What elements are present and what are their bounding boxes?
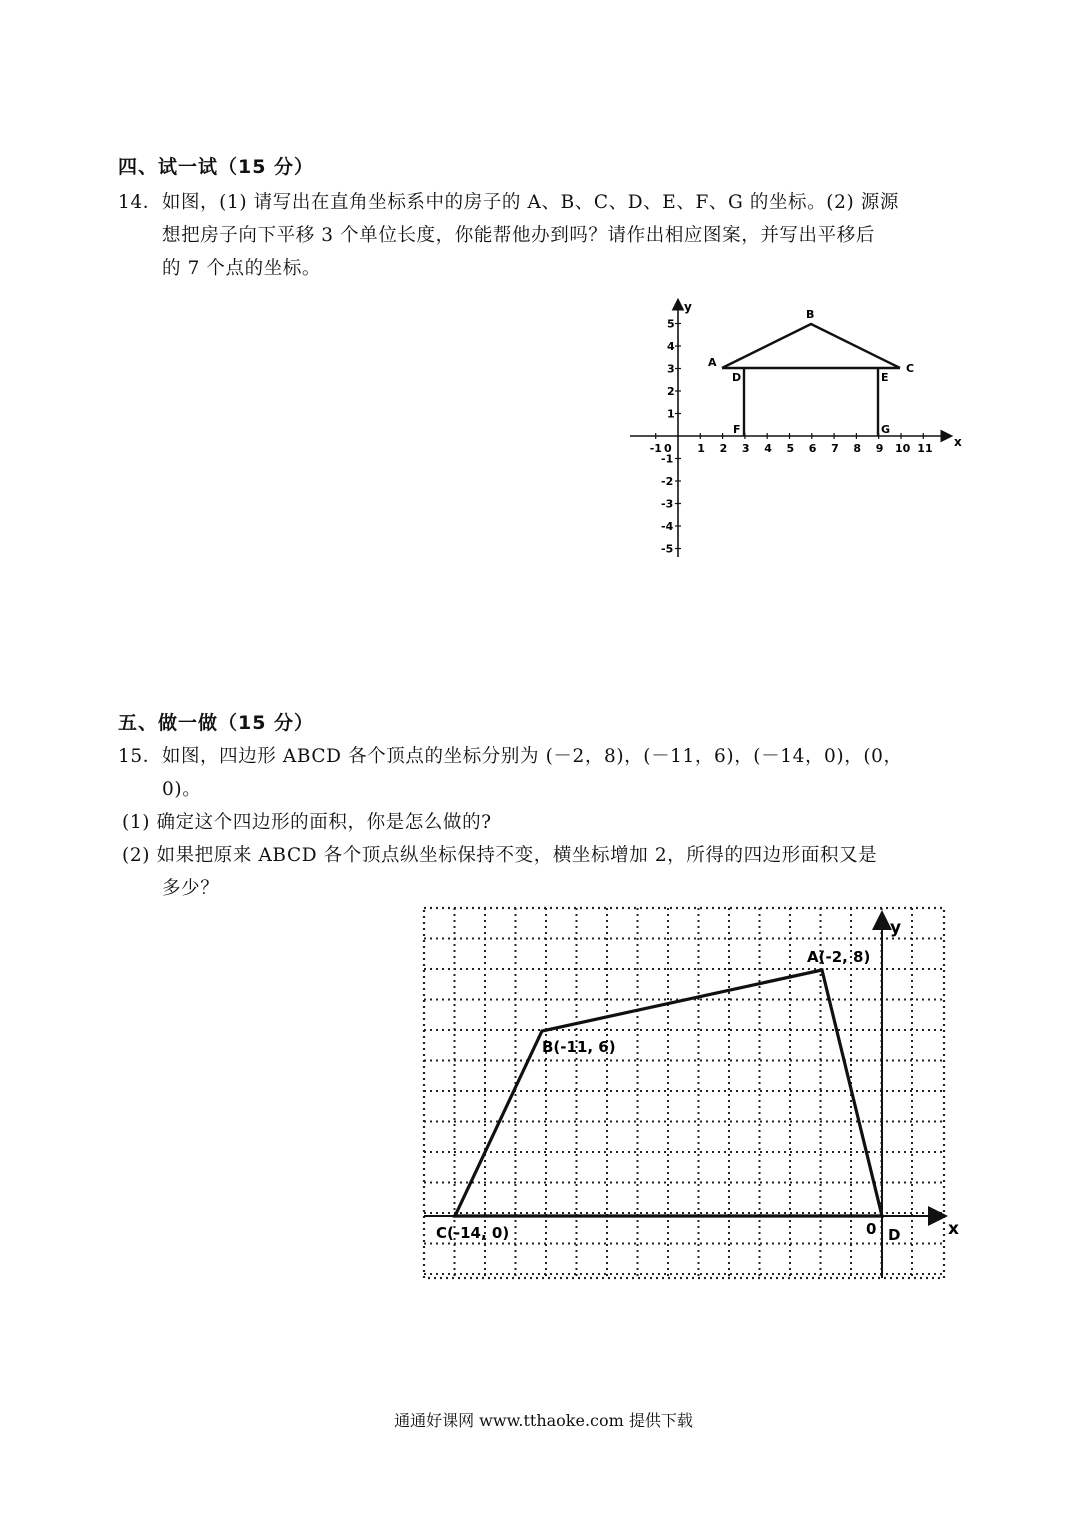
q15-sub2-line2: 多少？ xyxy=(162,878,220,899)
x-axis-label: x xyxy=(948,1219,959,1239)
x-tick-label: 3 xyxy=(741,442,750,455)
q15-line1: 15．如图，四边形 ABCD 各个顶点的坐标分别为 (－2，8)，(－11，6)，(－14，0)，(0， xyxy=(118,746,903,767)
x-tick-label: 6 xyxy=(808,442,817,455)
x-tick-label: 7 xyxy=(831,442,839,455)
y-tick-label: 4 xyxy=(667,340,675,353)
footer-text: 通通好课网 www.tthaoke.com 提供下载 xyxy=(394,1411,693,1430)
x-tick-label: -1 xyxy=(649,442,662,455)
point-label-G: G xyxy=(881,423,891,436)
x-tick-label: 9 xyxy=(875,442,884,455)
x-tick-label: 1 xyxy=(697,442,705,455)
y-axis-label: y xyxy=(684,300,692,314)
point-label-E: E xyxy=(881,371,889,384)
y-tick-label: 1 xyxy=(667,407,675,421)
quadrilateral-grid-figure xyxy=(418,900,973,1285)
y-axis-label: y xyxy=(890,918,902,938)
y-tick-label: 2 xyxy=(667,385,675,398)
point-label-F: F xyxy=(733,423,741,436)
point-label-C: C xyxy=(906,362,915,375)
y-tick-label: 3 xyxy=(667,362,675,376)
point-label-D: D xyxy=(732,371,742,384)
vertex-label-A: A(-2, 8) xyxy=(807,948,871,966)
x-tick-label: 8 xyxy=(853,442,862,455)
origin-label: 0 xyxy=(664,442,672,455)
y-tick-label: -2 xyxy=(661,475,674,488)
y-tick-label: -4 xyxy=(661,520,674,533)
x-axis-label: x xyxy=(954,435,962,449)
vertex-label-B: B(-11, 6) xyxy=(542,1038,616,1056)
point-label-A: A xyxy=(708,356,717,369)
q14-line3: 的 7 个点的坐标。 xyxy=(162,258,322,279)
q14-line2: 想把房子向下平移 3 个单位长度，你能帮他办到吗？请作出相应图案，并写出平移后 xyxy=(162,225,875,246)
y-tick-label: 5 xyxy=(667,317,675,331)
x-tick-label: 4 xyxy=(764,442,772,455)
x-tick-label: 2 xyxy=(719,442,728,455)
q14-line1: 14．如图，(1) 请写出在直角坐标系中的房子的 A、B、C、D、E、F、G 的坐标。(2) 源源 xyxy=(118,192,899,213)
x-tick-label: 10 xyxy=(895,442,911,455)
q15-sub2-line1: (2) 如果把原来 ABCD 各个顶点纵坐标保持不变，横坐标增加 2，所得的四边形面积又是 xyxy=(122,845,878,866)
vertex-label-C: C(-14, 0) xyxy=(436,1224,510,1242)
y-tick-label: -1 xyxy=(661,452,674,466)
y-tick-label: -3 xyxy=(661,497,674,511)
section5-title: 五、做一做（15 分） xyxy=(118,712,315,734)
x-tick-label: 11 xyxy=(917,442,933,455)
house-coordinate-figure xyxy=(620,295,980,565)
x-tick-label: 5 xyxy=(786,442,795,455)
section4-title: 四、试一试（15 分） xyxy=(118,156,315,178)
origin-label: 0 xyxy=(866,1220,877,1238)
vertex-label-D: D xyxy=(888,1226,901,1244)
point-label-B: B xyxy=(806,308,815,321)
q15-line2: 0)。 xyxy=(162,779,202,800)
q15-sub1: (1) 确定这个四边形的面积，你是怎么做的? xyxy=(122,812,492,833)
y-tick-label: -5 xyxy=(661,542,674,556)
house-roof xyxy=(722,324,900,368)
